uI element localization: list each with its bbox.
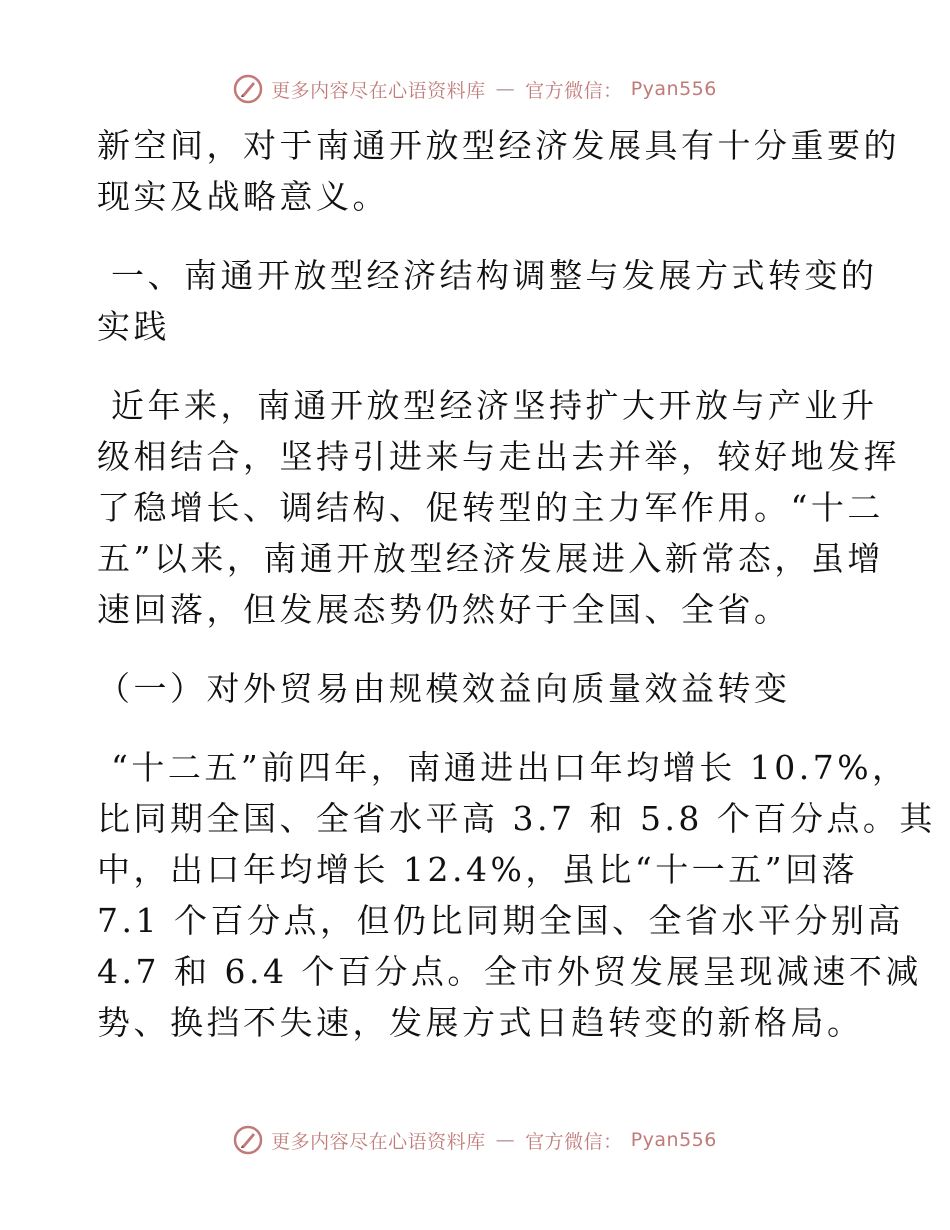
text-line: 实践 (97, 307, 170, 346)
text-line: 4.7 和 6.4 个百分点。全市外贸发展呈现减速不减 (97, 952, 922, 991)
subsection-heading-1 (97, 663, 857, 714)
paragraph-intro-continuation (97, 120, 900, 222)
feather-pen-seal-icon (233, 1125, 263, 1155)
text-line: （一）对外贸易由规模效益向质量效益转变 (97, 669, 791, 708)
footer-watermark (0, 1125, 950, 1155)
section-heading-1 (97, 250, 878, 352)
watermark-account: Pyan556 (630, 1129, 717, 1151)
paragraph-overview (97, 380, 900, 635)
text-line: 级相结合，坚持引进来与走出去并举，较好地发挥 (97, 437, 900, 476)
watermark-brand: 更多内容尽在心语资料库 (271, 79, 486, 102)
document-body (97, 120, 936, 1048)
text-line: 了稳增长、调结构、促转型的主力军作用。“十二 (97, 488, 884, 527)
text-line: 现实及战略意义。 (97, 177, 389, 216)
watermark-account: Pyan556 (630, 78, 717, 100)
text-line: “十二五”前四年，南通进出口年均增长 10.7%， (97, 748, 909, 787)
watermark-wechat-label: 官方微信： (525, 79, 623, 102)
watermark-dash: — (495, 78, 516, 100)
header-watermark (0, 74, 950, 104)
text-line: 新空间，对于南通开放型经济发展具有十分重要的 (97, 126, 900, 165)
watermark-dash: — (495, 1129, 516, 1151)
feather-pen-seal-icon (233, 74, 263, 104)
paragraph-trade (97, 742, 936, 1048)
text-line: 速回落，但发展态势仍然好于全国、全省。 (97, 590, 791, 629)
text-line: 近年来，南通开放型经济坚持扩大开放与产业升 (97, 386, 878, 425)
watermark-brand: 更多内容尽在心语资料库 (271, 1130, 486, 1153)
watermark-wechat-label: 官方微信： (525, 1130, 623, 1153)
text-line: 五”以来，南通开放型经济发展进入新常态，虽增 (97, 539, 884, 578)
text-line: 一、南通开放型经济结构调整与发展方式转变的 (97, 256, 878, 295)
text-line: 中，出口年均增长 12.4%，虽比“十一五”回落 (97, 850, 859, 889)
text-line: 7.1 个百分点，但仍比同期全国、全省水平分别高 (97, 901, 904, 940)
text-line: 势、换挡不失速，发展方式日趋转变的新格局。 (97, 1003, 864, 1042)
text-line: 比同期全国、全省水平高 3.7 和 5.8 个百分点。其 (97, 799, 936, 838)
